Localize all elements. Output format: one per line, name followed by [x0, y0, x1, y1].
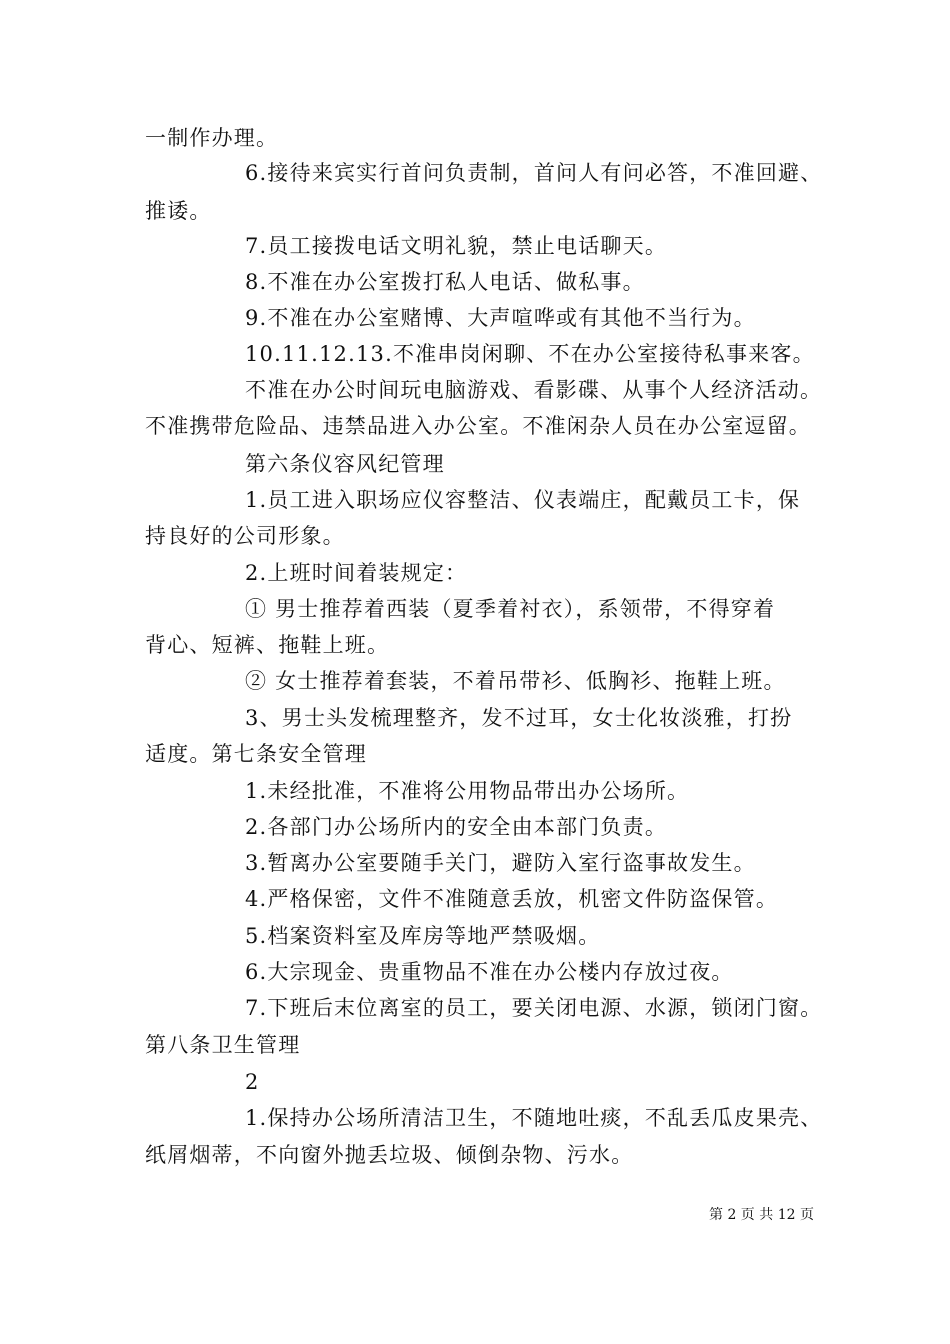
- text-line: 推诿。: [145, 199, 212, 223]
- text-line: 1.未经批准，不准将公用物品带出办公场所。: [245, 779, 690, 803]
- page-footer: 第 2 页 共 12 页: [709, 1207, 814, 1223]
- text-line: 4.严格保密，文件不准随意丢放，机密文件防盗保管。: [245, 887, 779, 911]
- text-line: 1.保持办公场所清洁卫生，不随地吐痰，不乱丢瓜皮果壳、: [245, 1106, 823, 1130]
- text-line: 背心、短裤、拖鞋上班。: [145, 633, 390, 657]
- text-line: 6.大宗现金、贵重物品不准在办公楼内存放过夜。: [245, 960, 734, 984]
- text-line: 2.上班时间着装规定：: [245, 561, 468, 585]
- section-heading: 第八条卫生管理: [145, 1033, 301, 1057]
- text-line: ② 女士推荐着套装，不着吊带衫、低胸衫、拖鞋上班。: [245, 669, 786, 693]
- text-line: 6.接待来宾实行首问负责制，首问人有问必答，不准回避、: [245, 161, 823, 185]
- text-line: 1.员工进入职场应仪容整洁、仪表端庄，配戴员工卡，保: [245, 488, 801, 512]
- text-line: 9.不准在办公室赌博、大声喧哗或有其他不当行为。: [245, 306, 756, 330]
- text-line: ① 男士推荐着西装（夏季着衬衣），系领带，不得穿着: [245, 597, 776, 621]
- text-line: 持良好的公司形象。: [145, 524, 345, 548]
- text-line: 7.下班后末位离室的员工，要关闭电源、水源，锁闭门窗。: [245, 996, 823, 1020]
- text-line: 不准在办公时间玩电脑游戏、看影碟、从事个人经济活动。: [245, 378, 823, 402]
- text-line: 不准携带危险品、违禁品进入办公室。不准闲杂人员在办公室逗留。: [145, 414, 811, 438]
- text-line: 5.档案资料室及库房等地严禁吸烟。: [245, 924, 601, 948]
- text-line: 3.暂离办公室要随手关门，避防入室行盗事故发生。: [245, 851, 756, 875]
- text-line: 10.11.12.13.不准串岗闲聊、不在办公室接待私事来客。: [245, 342, 815, 366]
- text-line: 3、男士头发梳理整齐，发不过耳，女士化妆淡雅，打扮: [245, 706, 793, 730]
- text-line: 2.各部门办公场所内的安全由本部门负责。: [245, 815, 668, 839]
- section-heading: 适度。第七条安全管理: [145, 742, 367, 766]
- text-line: 7.员工接拨电话文明礼貌，禁止电话聊天。: [245, 234, 668, 258]
- text-line: 8.不准在办公室拨打私人电话、做私事。: [245, 270, 645, 294]
- text-line: 一制作办理。: [145, 126, 279, 150]
- page-number-inline: 2: [245, 1070, 260, 1094]
- section-heading: 第六条仪容风纪管理: [245, 452, 445, 476]
- text-line: 纸屑烟蒂，不向窗外抛丢垃圾、倾倒杂物、污水。: [145, 1143, 634, 1167]
